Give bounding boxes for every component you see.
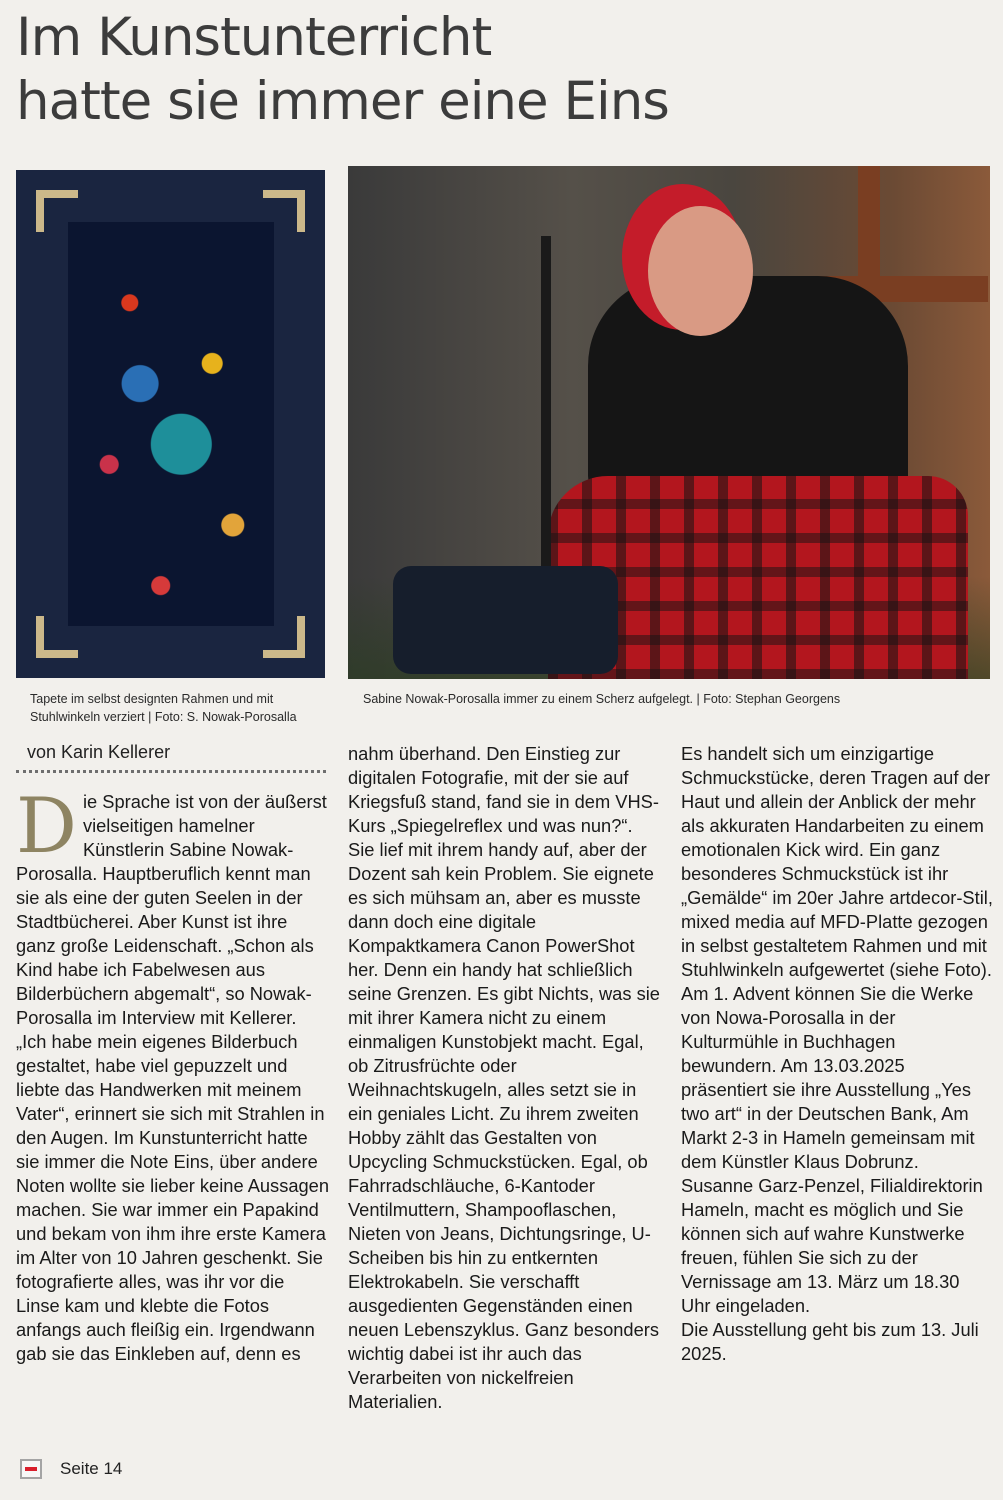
article-column-3 xyxy=(681,742,993,1366)
photo-cane xyxy=(541,236,551,576)
photo-bag xyxy=(393,566,618,674)
frame-corner xyxy=(36,616,78,658)
column-1-text: ie Sprache ist von der äußerst vielseitigen hamelner Künstlerin Sabine Nowak-Porosalla. Hauptberuflich kennt man sie als eine der guten Seelen in der Stadtbücherei. Aber Kunst ist ihre ganz große Leidenschaft. „Schon als Kind habe ich Fabelwesen aus Bilderbüchern abgemalt“, so Nowak-Porosalla im Interview mit Kellerer. „Ich habe mein eigenes Bilderbuch gestaltet, habe viel gepuzzelt und liebte das Handwerken mit meinem Vater“, erinnert sie sich mit Strahlen in den Augen. Im Kunstunterricht hatte sie immer die Note Eins, über andere Noten wollte sie lieber keine Aussagen machen. Sie war immer ein Papakind und bekam von ihm ihre erste Kamera im Alter von 10 Jahren geschenkt. Sie fotografierte alles, was ihr vor die Linse kam und klebte die Fotos anfangs auch fleißig ein. Irgendwann gab sie das Einkleben auf, denn es xyxy=(16,791,330,1364)
frame-corner xyxy=(263,190,305,232)
column-3-closing: Die Ausstellung geht bis zum 13. Juli 2025. xyxy=(681,1319,979,1364)
photo-figure-torso xyxy=(588,276,908,496)
page-icon xyxy=(20,1459,42,1479)
framed-wallpaper-photo xyxy=(16,170,325,678)
byline: von Karin Kellerer xyxy=(27,742,171,762)
article-column-1 xyxy=(16,781,330,1366)
column-2-text: nahm überhand. Den Einstieg zur digitalen Fotografie, mit der sie auf Kriegsfuß stand, fand sie in dem VHS-Kurs „Spiegelreflex und was nun?“. Sie lief mit ihrem handy auf, aber der Dozent sah kein Problem. Sie eignete es sich mühsam an, aber es musste dann doch eine digitale Kompaktkamera Canon PowerShot her. Denn ein handy hat schließlich seine Grenzen. Es gibt Nichts, was sie mit ihrer Kamera nicht zu einem einmaligen Kunstobjekt macht. Egal, ob Zitrusfrüchte oder Weihnachtskugeln, alles setzt sie in ein geniales Licht. Zu ihrem zweiten Hobby zählt das Gestalten von Upcycling Schmuckstücken. Egal, ob Fahrradschläuche, 6-Kantoder Ventilmuttern, Shampooflaschen, Nieten von Jeans, Dichtungsringe, U-Scheiben bis hin zu entkernten Elektrokabeln. Sie verschafft ausgedienten Gegenständen einen neuen Lebenszyklus. Ganz besonders wichtig dabei ist ihr auch das Verarbeiten von nickelfreien Materialien. xyxy=(348,743,660,1412)
byline-dotted-divider xyxy=(16,770,326,773)
photo-figure-head xyxy=(648,206,753,336)
artist-portrait-photo xyxy=(348,166,990,679)
frame-corner xyxy=(263,616,305,658)
page-number: Seite 14 xyxy=(60,1459,123,1478)
column-3-text: Es handelt sich um einzigartige Schmuckstücke, deren Tragen auf der Haut und allein der Anblick der mehr als akkuraten Handarbeiten zu einem emotionalen Kick wird. Ein ganz besonderes Schmuckstück ist ihr „Gemälde“ im 20er Jahre artdecor-Stil, mixed media auf MFD-Platte gezogen in selbst gestaltetem Rahmen und mit Stuhlwinkeln aufgewertet (siehe Foto). Am 1. Advent können Sie die Werke von Nowa-Porosalla in der Kulturmühle in Buchhagen bewundern. Am 13.03.2025 präsentiert sie ihre Ausstellung „Yes two art“ in der Deutschen Bank, Am Markt 2-3 in Hameln gemeinsam mit dem Künstler Klaus Dobrunz. Susanne Garz-Penzel, Filialdirektorin Hameln, macht es möglich und Sie können sich auf wahre Kunstwerke freuen, fühlen Sie sich zu der Vernissage am 13. März um 18.30 Uhr eingeladen. xyxy=(681,743,993,1316)
article-column-2 xyxy=(348,742,662,1414)
headline-line-2: hatte sie immer eine Eins xyxy=(16,71,669,132)
right-photo-caption: Sabine Nowak-Porosalla immer zu einem Scherz aufgelegt. | Foto: Stephan Georgens xyxy=(363,692,841,706)
drop-cap: D xyxy=(16,781,77,870)
headline-line-1: Im Kunstunterricht xyxy=(16,7,492,68)
left-photo-caption: Tapete im selbst designten Rahmen und mit Stuhlwinkeln verziert | Foto: S. Nowak-Porosalla xyxy=(30,692,297,724)
frame-corner xyxy=(36,190,78,232)
wallpaper-pattern xyxy=(68,222,274,626)
headline xyxy=(16,6,986,134)
